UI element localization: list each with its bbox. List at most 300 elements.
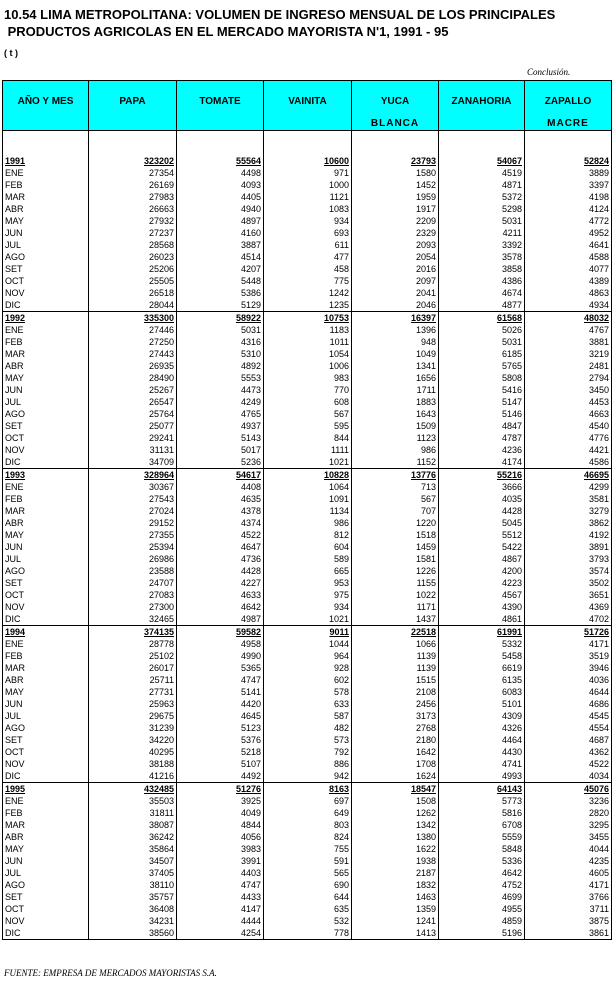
table-row: [3, 372, 612, 384]
table-cell: 40295: [89, 746, 177, 758]
table-cell: 3881: [525, 336, 612, 348]
table-cell: 3858: [439, 263, 525, 275]
table-cell: 4430: [439, 746, 525, 758]
table-cell: 36242: [89, 831, 177, 843]
table-cell: 3450: [525, 384, 612, 396]
table-cell: 4765: [177, 408, 264, 420]
table-cell: 1359: [352, 903, 439, 915]
table-cell: 3295: [525, 819, 612, 831]
table-row: [3, 722, 612, 734]
table-cell: 4433: [177, 891, 264, 903]
table-cell: ABR: [3, 203, 89, 215]
table-cell: 482: [264, 722, 352, 734]
table-row: [3, 227, 612, 239]
table-cell: JUN: [3, 698, 89, 710]
table-cell: NOV: [3, 915, 89, 927]
table-cell: 1624: [352, 770, 439, 783]
table-cell: 27237: [89, 227, 177, 239]
table-cell: 3519: [525, 650, 612, 662]
table-cell: 4389: [525, 275, 612, 287]
table-cell: 1580: [352, 167, 439, 179]
table-row: [3, 239, 612, 251]
table-cell: 4200: [439, 565, 525, 577]
table-cell: 25963: [89, 698, 177, 710]
table-cell: FEB: [3, 807, 89, 819]
table-cell: MAY: [3, 372, 89, 384]
table-cell: 26017: [89, 662, 177, 674]
table-cell: 4937: [177, 420, 264, 432]
table-cell: 1139: [352, 662, 439, 674]
table-cell: 567: [352, 493, 439, 505]
table-cell: 2046: [352, 299, 439, 312]
table-cell: SET: [3, 263, 89, 275]
table-row: [3, 650, 612, 662]
table-row: [3, 360, 612, 372]
table-row: [3, 638, 612, 650]
table-cell: 35757: [89, 891, 177, 903]
table-cell: 4093: [177, 179, 264, 191]
table-cell: 983: [264, 372, 352, 384]
table-cell: 25102: [89, 650, 177, 662]
table-cell: 2016: [352, 263, 439, 275]
table-cell: 4892: [177, 360, 264, 372]
table-cell: 4934: [525, 299, 612, 312]
table-cell: 16397: [352, 312, 439, 325]
table-cell: 25267: [89, 384, 177, 396]
table-cell: 3991: [177, 855, 264, 867]
table-cell: 2481: [525, 360, 612, 372]
table-cell: 5141: [177, 686, 264, 698]
table-cell: 4993: [439, 770, 525, 783]
table-cell: 1152: [352, 456, 439, 469]
table-cell: 4390: [439, 601, 525, 613]
table-cell: 3889: [525, 167, 612, 179]
table-cell: 3711: [525, 903, 612, 915]
spacer-row: [3, 143, 612, 155]
table-cell: 3578: [439, 251, 525, 263]
table-cell: 1832: [352, 879, 439, 891]
table-cell: JUN: [3, 855, 89, 867]
table-cell: FEB: [3, 650, 89, 662]
table-cell: 690: [264, 879, 352, 891]
table-cell: 23793: [352, 155, 439, 167]
table-cell: 604: [264, 541, 352, 553]
table-cell: ENE: [3, 324, 89, 336]
table-cell: 633: [264, 698, 352, 710]
table-cell: 45076: [525, 783, 612, 796]
table-row: [3, 481, 612, 493]
table-cell: MAR: [3, 505, 89, 517]
table-cell: 1006: [264, 360, 352, 372]
table-cell: 5218: [177, 746, 264, 758]
table-cell: 4077: [525, 263, 612, 275]
table-cell: 5808: [439, 372, 525, 384]
table-cell: 573: [264, 734, 352, 746]
table-cell: 948: [352, 336, 439, 348]
table-cell: NOV: [3, 601, 89, 613]
table-cell: 1083: [264, 203, 352, 215]
table-cell: 27250: [89, 336, 177, 348]
table-cell: 4362: [525, 746, 612, 758]
table-cell: 52824: [525, 155, 612, 167]
table-row: [3, 795, 612, 807]
table-cell: 27443: [89, 348, 177, 360]
table-cell: 48032: [525, 312, 612, 325]
table-row: [3, 456, 612, 469]
table-cell: 4635: [177, 493, 264, 505]
table-cell: 1711: [352, 384, 439, 396]
table-cell: 635: [264, 903, 352, 915]
table-cell: 1643: [352, 408, 439, 420]
table-cell: 2456: [352, 698, 439, 710]
table-cell: 2093: [352, 239, 439, 251]
table-cell: 2329: [352, 227, 439, 239]
table-cell: 5416: [439, 384, 525, 396]
table-cell: FEB: [3, 493, 89, 505]
table-cell: 59582: [177, 626, 264, 639]
table-cell: AGO: [3, 408, 89, 420]
table-row: [3, 396, 612, 408]
header-yuca-blanca: YUCA BLANCA: [352, 81, 439, 131]
table-cell: 934: [264, 215, 352, 227]
table-cell: 4540: [525, 420, 612, 432]
table-cell: 46695: [525, 469, 612, 482]
table-cell: 25206: [89, 263, 177, 275]
table-row: [3, 746, 612, 758]
table-row: [3, 758, 612, 770]
table-cell: 22518: [352, 626, 439, 639]
table-cell: 3219: [525, 348, 612, 360]
table-cell: 5045: [439, 517, 525, 529]
table-cell: NOV: [3, 444, 89, 456]
table-row: [3, 336, 612, 348]
spacer-row: [3, 131, 612, 144]
table-cell: 4633: [177, 589, 264, 601]
year-total-row: [3, 783, 612, 796]
table-cell: 5017: [177, 444, 264, 456]
table-cell: 4990: [177, 650, 264, 662]
table-cell: ENE: [3, 795, 89, 807]
table-cell: OCT: [3, 903, 89, 915]
table-cell: 3581: [525, 493, 612, 505]
table-cell: 587: [264, 710, 352, 722]
table-cell: 4056: [177, 831, 264, 843]
table-cell: 4034: [525, 770, 612, 783]
table-row: [3, 613, 612, 626]
table-cell: 4378: [177, 505, 264, 517]
table-cell: 1509: [352, 420, 439, 432]
table-cell: 4249: [177, 396, 264, 408]
table-row: [3, 408, 612, 420]
table-cell: 1044: [264, 638, 352, 650]
table-cell: 4428: [439, 505, 525, 517]
header-year-month: AÑO Y MES: [3, 81, 89, 131]
table-cell: 1226: [352, 565, 439, 577]
table-cell: 335300: [89, 312, 177, 325]
table-cell: 578: [264, 686, 352, 698]
table-cell: 1054: [264, 348, 352, 360]
table-cell: 4236: [439, 444, 525, 456]
table-cell: 4403: [177, 867, 264, 879]
table-cell: 4645: [177, 710, 264, 722]
table-row: [3, 674, 612, 686]
table-row: [3, 589, 612, 601]
table-cell: 4586: [525, 456, 612, 469]
table-cell: AGO: [3, 251, 89, 263]
table-cell: 26518: [89, 287, 177, 299]
table-cell: 964: [264, 650, 352, 662]
table-cell: OCT: [3, 746, 89, 758]
table-cell: 4453: [525, 396, 612, 408]
table-cell: FEB: [3, 336, 89, 348]
table-cell: 5031: [439, 336, 525, 348]
table-cell: 4776: [525, 432, 612, 444]
table-cell: 4223: [439, 577, 525, 589]
table-cell: 595: [264, 420, 352, 432]
table-cell: FEB: [3, 179, 89, 191]
table-cell: 8163: [264, 783, 352, 796]
table-row: [3, 493, 612, 505]
table-row: [3, 770, 612, 783]
table-cell: DIC: [3, 927, 89, 940]
table-cell: SET: [3, 420, 89, 432]
table-cell: 26169: [89, 179, 177, 191]
table-cell: 26663: [89, 203, 177, 215]
table-cell: ABR: [3, 674, 89, 686]
table-cell: 4428: [177, 565, 264, 577]
table-cell: 4747: [177, 674, 264, 686]
table-row: [3, 444, 612, 456]
table-cell: 5773: [439, 795, 525, 807]
header-tomate: TOMATE: [177, 81, 264, 131]
table-cell: 4192: [525, 529, 612, 541]
table-cell: [89, 143, 177, 155]
table-cell: 4036: [525, 674, 612, 686]
table-row: [3, 819, 612, 831]
table-cell: 4519: [439, 167, 525, 179]
table-cell: 4644: [525, 686, 612, 698]
table-cell: 4147: [177, 903, 264, 915]
table-cell: 971: [264, 167, 352, 179]
table-cell: NOV: [3, 758, 89, 770]
table-cell: 328964: [89, 469, 177, 482]
table-cell: 26986: [89, 553, 177, 565]
table-cell: 3862: [525, 517, 612, 529]
table-cell: 755: [264, 843, 352, 855]
table-cell: OCT: [3, 275, 89, 287]
table-cell: 4702: [525, 613, 612, 626]
table-row: [3, 215, 612, 227]
table-cell: 1959: [352, 191, 439, 203]
table-row: [3, 601, 612, 613]
table-cell: 27983: [89, 191, 177, 203]
table-cell: 1396: [352, 324, 439, 336]
table-cell: MAY: [3, 215, 89, 227]
table-row: [3, 251, 612, 263]
table-cell: 34709: [89, 456, 177, 469]
table-cell: 4124: [525, 203, 612, 215]
table-cell: 5365: [177, 662, 264, 674]
table-cell: 1341: [352, 360, 439, 372]
table-cell: 5448: [177, 275, 264, 287]
table-cell: [525, 131, 612, 144]
table-cell: 589: [264, 553, 352, 565]
table-cell: ENE: [3, 167, 89, 179]
table-cell: 5848: [439, 843, 525, 855]
table-cell: MAY: [3, 843, 89, 855]
table-cell: 4421: [525, 444, 612, 456]
table-cell: 934: [264, 601, 352, 613]
table-cell: 2794: [525, 372, 612, 384]
table-cell: 770: [264, 384, 352, 396]
table-cell: 38188: [89, 758, 177, 770]
table-cell: 1049: [352, 348, 439, 360]
table-cell: 432485: [89, 783, 177, 796]
table-cell: 5553: [177, 372, 264, 384]
table-cell: 4867: [439, 553, 525, 565]
table-cell: 5026: [439, 324, 525, 336]
table-cell: 1452: [352, 179, 439, 191]
table-cell: 4299: [525, 481, 612, 493]
table-cell: 4588: [525, 251, 612, 263]
table-cell: 567: [264, 408, 352, 420]
table-cell: 25505: [89, 275, 177, 287]
table-row: [3, 553, 612, 565]
page-title: 10.54 LIMA METROPOLITANA: VOLUMEN DE INGRESO MENSUAL DE LOS PRINCIPALES PRODUCTOS AGRICOLAS EN EL MERCADO MAYORISTA N'1, 1991 - 95: [4, 7, 556, 39]
table-cell: 3766: [525, 891, 612, 903]
table-row: [3, 203, 612, 215]
table-cell: 3236: [525, 795, 612, 807]
table-row: [3, 927, 612, 940]
table-cell: 4316: [177, 336, 264, 348]
table-cell: 25764: [89, 408, 177, 420]
table-cell: OCT: [3, 589, 89, 601]
table-cell: 4861: [439, 613, 525, 626]
table-cell: 2180: [352, 734, 439, 746]
table-cell: 4674: [439, 287, 525, 299]
table-cell: 803: [264, 819, 352, 831]
table-row: [3, 565, 612, 577]
table-cell: 34231: [89, 915, 177, 927]
table-cell: 25077: [89, 420, 177, 432]
table-cell: 1139: [352, 650, 439, 662]
table-cell: DIC: [3, 770, 89, 783]
table-cell: 1091: [264, 493, 352, 505]
table-cell: 4498: [177, 167, 264, 179]
table-cell: ABR: [3, 831, 89, 843]
header-zanahoria: ZANAHORIA: [439, 81, 525, 131]
table-row: [3, 686, 612, 698]
table-cell: 2054: [352, 251, 439, 263]
table-cell: 1342: [352, 819, 439, 831]
table-cell: 27354: [89, 167, 177, 179]
table-cell: 2209: [352, 215, 439, 227]
table-cell: 5101: [439, 698, 525, 710]
table-cell: 1021: [264, 456, 352, 469]
table-cell: 477: [264, 251, 352, 263]
table-cell: 3666: [439, 481, 525, 493]
table-cell: 1021: [264, 613, 352, 626]
table-cell: 2041: [352, 287, 439, 299]
table-cell: 10828: [264, 469, 352, 482]
table-cell: 1220: [352, 517, 439, 529]
table-cell: 4235: [525, 855, 612, 867]
table-cell: [439, 143, 525, 155]
table-cell: AGO: [3, 722, 89, 734]
table-cell: 953: [264, 577, 352, 589]
table-cell: [89, 131, 177, 144]
table-cell: SET: [3, 577, 89, 589]
table-cell: 4492: [177, 770, 264, 783]
table-cell: 986: [352, 444, 439, 456]
table-cell: 28568: [89, 239, 177, 251]
table-cell: 1235: [264, 299, 352, 312]
table-cell: 27024: [89, 505, 177, 517]
table-cell: 55564: [177, 155, 264, 167]
table-cell: JUL: [3, 396, 89, 408]
table-cell: 1993: [3, 469, 89, 482]
table-cell: 3173: [352, 710, 439, 722]
table-cell: 36408: [89, 903, 177, 915]
table-cell: SET: [3, 734, 89, 746]
table-row: [3, 734, 612, 746]
table-cell: 4369: [525, 601, 612, 613]
table-cell: [177, 131, 264, 144]
table-cell: 4699: [439, 891, 525, 903]
unit-label: ( t ): [4, 48, 18, 58]
table-cell: 28490: [89, 372, 177, 384]
table-cell: 458: [264, 263, 352, 275]
table-cell: 41216: [89, 770, 177, 783]
table-cell: 4514: [177, 251, 264, 263]
table-cell: SET: [3, 891, 89, 903]
table-cell: 4408: [177, 481, 264, 493]
table-cell: 4741: [439, 758, 525, 770]
table-cell: 1622: [352, 843, 439, 855]
table-row: [3, 843, 612, 855]
table-cell: 3392: [439, 239, 525, 251]
table-cell: 778: [264, 927, 352, 940]
table-cell: 54067: [439, 155, 525, 167]
table-cell: 4473: [177, 384, 264, 396]
conclusion-note: Conclusión.: [527, 67, 571, 77]
table-row: [3, 191, 612, 203]
table-cell: 27932: [89, 215, 177, 227]
table-cell: 1581: [352, 553, 439, 565]
table-cell: 37405: [89, 867, 177, 879]
table-cell: 4174: [439, 456, 525, 469]
table-cell: DIC: [3, 299, 89, 312]
table-cell: 775: [264, 275, 352, 287]
table-row: [3, 710, 612, 722]
table-cell: 697: [264, 795, 352, 807]
table-cell: 4871: [439, 179, 525, 191]
table-cell: 611: [264, 239, 352, 251]
table-cell: 1241: [352, 915, 439, 927]
table-cell: 565: [264, 867, 352, 879]
table-cell: 2108: [352, 686, 439, 698]
table-cell: 3651: [525, 589, 612, 601]
table-cell: 665: [264, 565, 352, 577]
table-cell: 2820: [525, 807, 612, 819]
table-cell: 6619: [439, 662, 525, 674]
table-cell: 693: [264, 227, 352, 239]
table-row: [3, 517, 612, 529]
table-cell: [264, 143, 352, 155]
table-cell: 29152: [89, 517, 177, 529]
table-cell: 30367: [89, 481, 177, 493]
table-cell: 1995: [3, 783, 89, 796]
